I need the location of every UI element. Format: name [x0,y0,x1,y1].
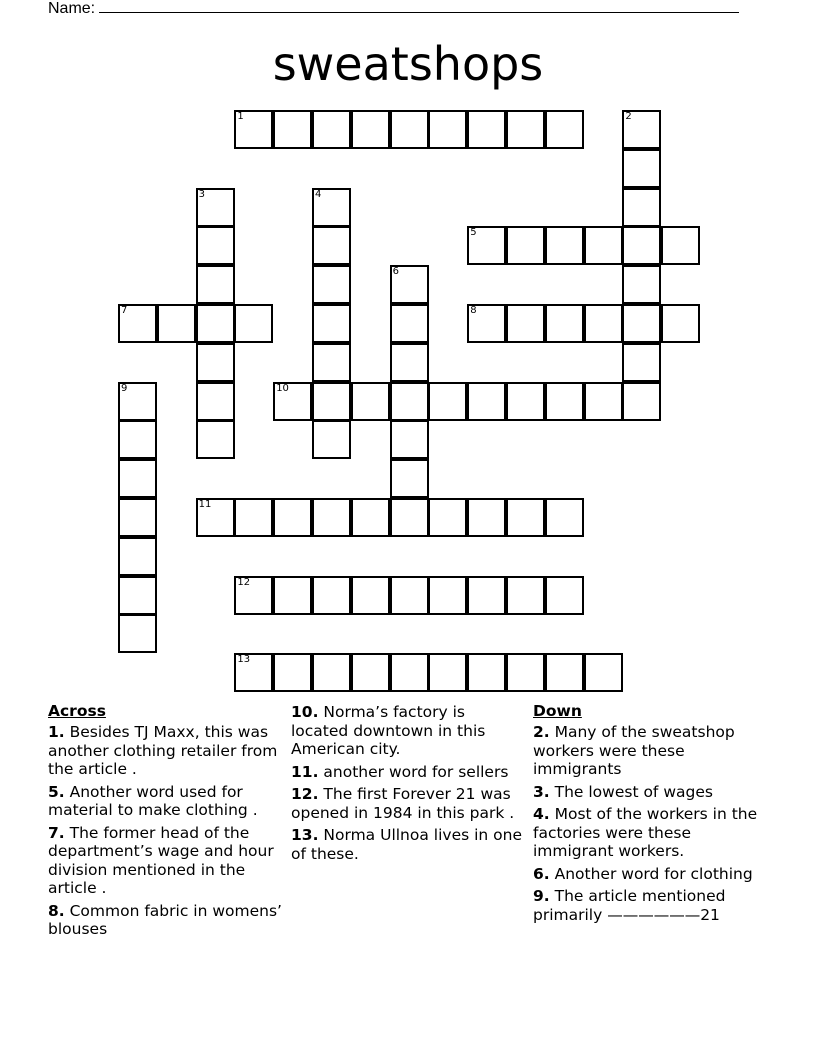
name-label: Name: [48,0,96,17]
grid-cell[interactable] [118,382,157,421]
across-heading: Across [48,702,106,720]
grid-cell[interactable] [390,343,429,382]
grid-cell[interactable] [118,498,157,537]
clue-item-text: The first Forever 21 was opened in 1984 in this park . [291,785,515,822]
grid-cell[interactable] [545,576,584,615]
grid-cell[interactable] [467,576,506,615]
grid-cell[interactable] [196,343,235,382]
grid-cell[interactable] [312,653,351,692]
clue-item-number: 5. [48,782,65,801]
grid-cell[interactable] [312,576,351,615]
grid-cell[interactable] [390,576,429,615]
clue-item-text: Common fabric in womens’ blouses [48,901,282,938]
clue-item-number: 7. [48,823,65,842]
clue-item-number: 4. [533,805,550,823]
clue-item [291,703,527,759]
grid-cell[interactable] [506,226,545,265]
grid-cell[interactable] [545,653,584,692]
grid-cell[interactable] [428,110,467,149]
grid-cell[interactable] [390,304,429,343]
grid-cell[interactable] [506,498,545,537]
grid-cell[interactable] [584,382,623,421]
clue-item-number: 8. [48,901,65,920]
clue-item-text: Many of the sweatshop workers were these immigrants [533,723,735,778]
clue-item [291,826,527,863]
grid-cell[interactable] [312,304,351,343]
grid-cell[interactable] [390,265,429,304]
grid-cell[interactable] [196,498,235,537]
grid-cell[interactable] [467,226,506,265]
grid-cell[interactable] [545,498,584,537]
grid-cell[interactable] [467,382,506,421]
clue-number: 8 [470,305,477,316]
clue-item-text: The article mentioned primarily ——————21 [533,887,726,924]
clue-item-number: 10. [291,703,319,721]
grid-cell[interactable] [545,226,584,265]
clue-item-number: 12. [291,785,319,803]
clue-item-text: Another word for clothing [549,864,753,883]
clue-item [48,902,284,939]
clue-item [48,783,284,820]
grid-cell[interactable] [273,382,312,421]
grid-cell[interactable] [545,382,584,421]
clue-item [533,723,773,779]
grid-cell[interactable] [545,304,584,343]
grid-cell[interactable] [506,382,545,421]
grid-cell[interactable] [234,110,273,149]
grid-cell[interactable] [351,576,390,615]
grid-cell[interactable] [390,382,429,421]
grid-cell[interactable] [273,653,312,692]
clue-number: 7 [121,305,128,316]
clue-item [48,824,284,898]
grid-cell[interactable] [157,304,196,343]
grid-cell[interactable] [467,110,506,149]
grid-cell[interactable] [506,110,545,149]
grid-cell[interactable] [390,420,429,459]
clue-number: 2 [625,111,632,122]
grid-cell[interactable] [118,459,157,498]
clue-number: 1 [237,111,244,122]
grid-cell[interactable] [506,576,545,615]
grid-cell[interactable] [312,226,351,265]
grid-cell[interactable] [118,537,157,576]
clue-item [48,723,284,779]
grid-cell[interactable] [622,110,661,149]
grid-cell[interactable] [622,343,661,382]
grid-cell[interactable] [312,188,351,227]
clue-item-number: 9. [533,887,550,905]
grid-cell[interactable] [118,614,157,653]
clue-item-text: Another word used for material to make clothing . [48,782,258,819]
clue-item [291,785,527,822]
grid-cell[interactable] [622,265,661,304]
clue-number: 4 [315,188,322,200]
clue-item [533,865,773,884]
clue-item-text: Besides TJ Maxx, this was another clothing retailer from the article . [48,723,278,778]
across-clues-column-2 [291,703,527,867]
grid-cell[interactable] [545,110,584,149]
grid-cell[interactable] [467,498,506,537]
grid-cell[interactable] [234,304,273,343]
grid-cell[interactable] [196,188,235,227]
clue-item-text: another word for sellers [318,762,509,781]
grid-cell[interactable] [234,576,273,615]
grid-cell[interactable] [118,420,157,459]
grid-cell[interactable] [196,226,235,265]
grid-cell[interactable] [312,498,351,537]
clue-item-text: Most of the workers in the factories were these immigrant workers. [533,805,758,860]
grid-cell[interactable] [428,576,467,615]
grid-cell[interactable] [351,110,390,149]
clue-item-text: The former head of the department’s wage and hour division mentioned in the article . [48,823,274,897]
grid-cell[interactable] [584,226,623,265]
clue-item-number: 6. [533,864,550,883]
grid-cell[interactable] [467,653,506,692]
grid-cell[interactable] [390,498,429,537]
clue-number: 9 [121,382,128,394]
grid-cell[interactable] [467,304,506,343]
down-clues-column [533,702,773,928]
grid-cell[interactable] [428,653,467,692]
clue-number: 11 [198,499,212,510]
grid-cell[interactable] [661,304,700,343]
grid-cell[interactable] [428,382,467,421]
across-clues-column-1 [48,702,284,943]
grid-cell[interactable] [118,304,157,343]
grid-cell[interactable] [312,420,351,459]
clue-item [533,805,773,861]
grid-cell[interactable] [196,265,235,304]
grid-cell[interactable] [196,304,235,343]
grid-cell[interactable] [622,304,661,343]
grid-cell[interactable] [234,498,273,537]
puzzle-title: sweatshops [272,37,544,91]
grid-cell[interactable] [506,304,545,343]
grid-cell[interactable] [584,304,623,343]
grid-cell[interactable] [351,653,390,692]
grid-cell[interactable] [390,459,429,498]
clue-number: 10 [276,382,289,394]
clue-item-number: 13. [291,826,319,844]
grid-cell[interactable] [273,110,312,149]
clue-number: 12 [237,576,251,588]
grid-cell[interactable] [273,498,312,537]
grid-cell[interactable] [312,265,351,304]
grid-cell[interactable] [390,110,429,149]
clue-item-text: Norma’s factory is located downtown in this American city. [291,703,486,758]
grid-cell[interactable] [118,576,157,615]
clue-item [291,763,527,782]
clue-number: 6 [392,266,399,278]
grid-cell[interactable] [622,226,661,265]
grid-cell[interactable] [351,498,390,537]
down-heading: Down [533,702,582,720]
grid-cell[interactable] [622,382,661,421]
clue-item-text: Norma Ullnoa lives in one of these. [291,826,523,863]
grid-cell[interactable] [506,653,545,692]
clue-number: 3 [198,188,205,200]
grid-cell[interactable] [390,653,429,692]
grid-cell[interactable] [622,149,661,188]
grid-cell[interactable] [196,420,235,459]
clue-number: 5 [470,227,477,239]
grid-cell[interactable] [234,653,273,692]
clue-item-number: 11. [291,762,319,781]
grid-cell[interactable] [428,498,467,537]
clue-item-number: 2. [533,723,550,741]
grid-cell[interactable] [622,188,661,227]
grid-cell[interactable] [273,576,312,615]
clue-item [533,783,773,802]
grid-cell[interactable] [351,382,390,421]
clue-item-text: The lowest of wages [549,782,713,801]
clue-number: 13 [237,654,251,666]
grid-cell[interactable] [312,382,351,421]
clue-item-number: 3. [533,782,550,801]
grid-cell[interactable] [661,226,700,265]
grid-cell[interactable] [312,343,351,382]
grid-cell[interactable] [196,382,235,421]
grid-cell[interactable] [584,653,623,692]
grid-cell[interactable] [312,110,351,149]
clue-item-number: 1. [48,723,65,741]
clue-item [533,887,773,924]
